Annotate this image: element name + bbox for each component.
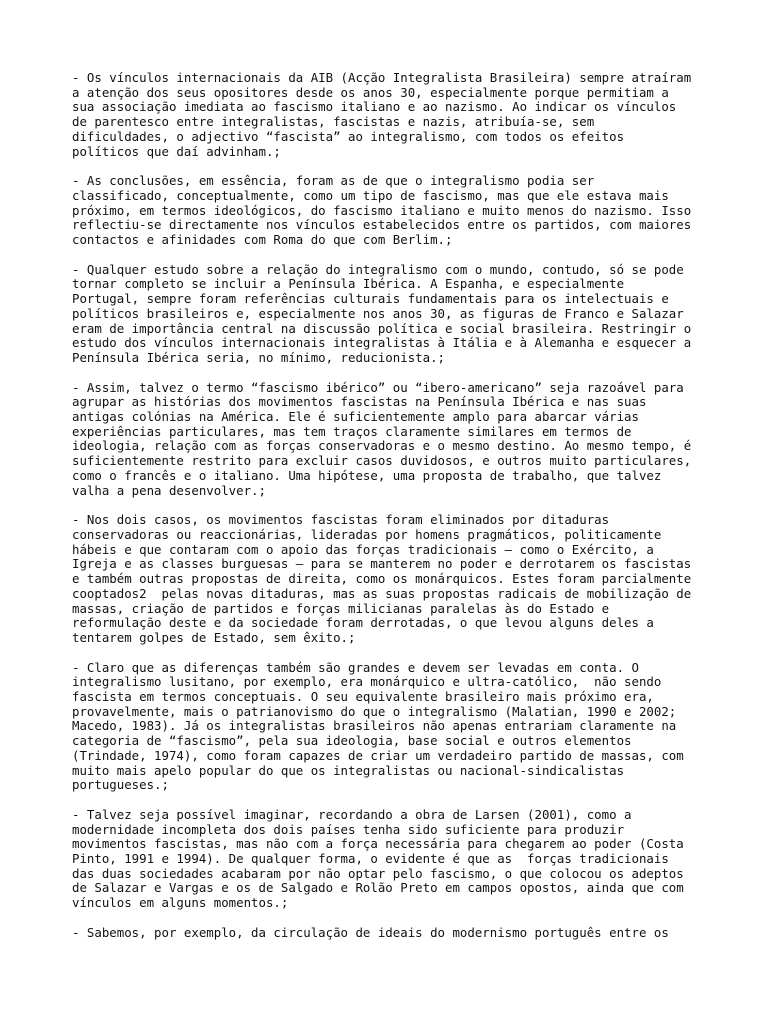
paragraph-iberian-peninsula: - Qualquer estudo sobre a relação do integralismo com o mundo, contudo, só se pode tornar completo se incluir a Península Ibérica. A Espanha, e especialmente Portugal, sempre foram referências culturais fundamentais para os intelectuais e políticos brasileiros e, especialmente nos anos 30, as figuras de Franco e Salazar eram de importância central na discussão política e social brasileira. Restringir o estudo dos vínculos internacionais integralistas à Itália e à Alemanha e esquecer a Península Ibérica seria, no mínimo, reducionista.; bbox=[72, 261, 692, 365]
paragraph-conclusions: - As conclusões, em essência, foram as de que o integralismo podia ser classificado, conceptualmente, como um tipo de fascismo, mas que ele estava mais próximo, em termos ideológicos, do fascismo italiano e muito menos do nazismo. Isso reflectiu-se directamente nos vínculos estabelecidos entre os partidos, com maiores contactos e afinidades com Roma do que com Berlim.; bbox=[72, 173, 692, 248]
document-page bbox=[72, 71, 712, 956]
paragraph-iberian-fascism: - Assim, talvez o termo “fascismo ibérico” ou “ibero-americano” seja razoável para agrupar as histórias dos movimentos fascistas na Península Ibérica e nas suas antigas colónias na América. Ele é suficientemente amplo para abarcar várias experiências particulares, mas tem traços claramente similares em termos de ideologia, relação com as forças conservadoras e o mesmo destino. Ao mesmo tempo, é suficientemente restrito para excluir casos duvidosos, e outros muito particulares, como o francês e o italiano. Uma hipótese, uma proposta de trabalho, que talvez valha a pena desenvolver.; bbox=[72, 379, 692, 498]
paragraph-dictatorships: - Nos dois casos, os movimentos fascistas foram eliminados por ditaduras conservadoras ou reaccionárias, lideradas por homens pragmáticos, politicamente hábeis e que contaram com o apoio das forças tradicionais — como o Exército, a Igreja e as classes burguesas — para se manterem no poder e derrotarem os fascistas e também outras propostas de direita, como os monárquicos. Estes foram parcialmente cooptados2 pelas novas ditaduras, mas as suas propostas radicais de mobilização de massas, criação de partidos e forças milicianas paralelas às do Estado e reformulação deste e da sociedade foram derrotadas, o que levou alguns deles a tentarem golpes de Estado, sem êxito.; bbox=[72, 512, 692, 645]
paragraph-differences: - Claro que as diferenças também são grandes e devem ser levadas em conta. O integralismo lusitano, por exemplo, era monárquico e ultra-católico, não sendo fascista em termos conceptuais. O seu equivalente brasileiro mais próximo era, provavelmente, mais o patrianovismo do que o integralismo (Malatian, 1990 e 2002; Macedo, 1983). Já os integralistas brasileiros não apenas entrariam claramente na categoria de “fascismo”, pela sua ideologia, base social e outros elementos (Trindade, 1974), como foram capazes de criar um verdadeiro partido de massas, com muito mais apelo popular do que os integralistas ou nacional-sindicalistas portugueses.; bbox=[72, 659, 684, 793]
paragraph-aib-international-links: - Os vínculos internacionais da AIB (Acção Integralista Brasileira) sempre atraíram a atenção dos seus opositores desde os anos 30, especialmente porque permitiam a sua associação imediata ao fascismo italiano e ao nazismo. Ao indicar os vínculos de parentesco entre integralistas, fascistas e nazis, atribuía-se, sem dificuldades, o adjectivo “fascista” ao integralismo, com todos os efeitos políticos que daí advinham.; bbox=[72, 70, 692, 159]
paragraph-modernism-circulation: - Sabemos, por exemplo, da circulação de ideais do modernismo português entre os bbox=[72, 924, 669, 940]
paragraph-incomplete-modernity: - Talvez seja possível imaginar, recordando a obra de Larsen (2001), como a modernidade incompleta dos dois países tenha sido suficiente para produzir movimentos fascistas, mas não com a força necessária para chegarem ao poder (Costa Pinto, 1991 e 1994). De qualquer forma, o evidente é que as forças tradicionais das duas sociedades acabaram por não optar pelo fascismo, o que colocou os adeptos de Salazar e Vargas e os de Salgado e Rolão Preto em campos opostos, ainda que com vínculos em alguns momentos.; bbox=[72, 806, 684, 911]
